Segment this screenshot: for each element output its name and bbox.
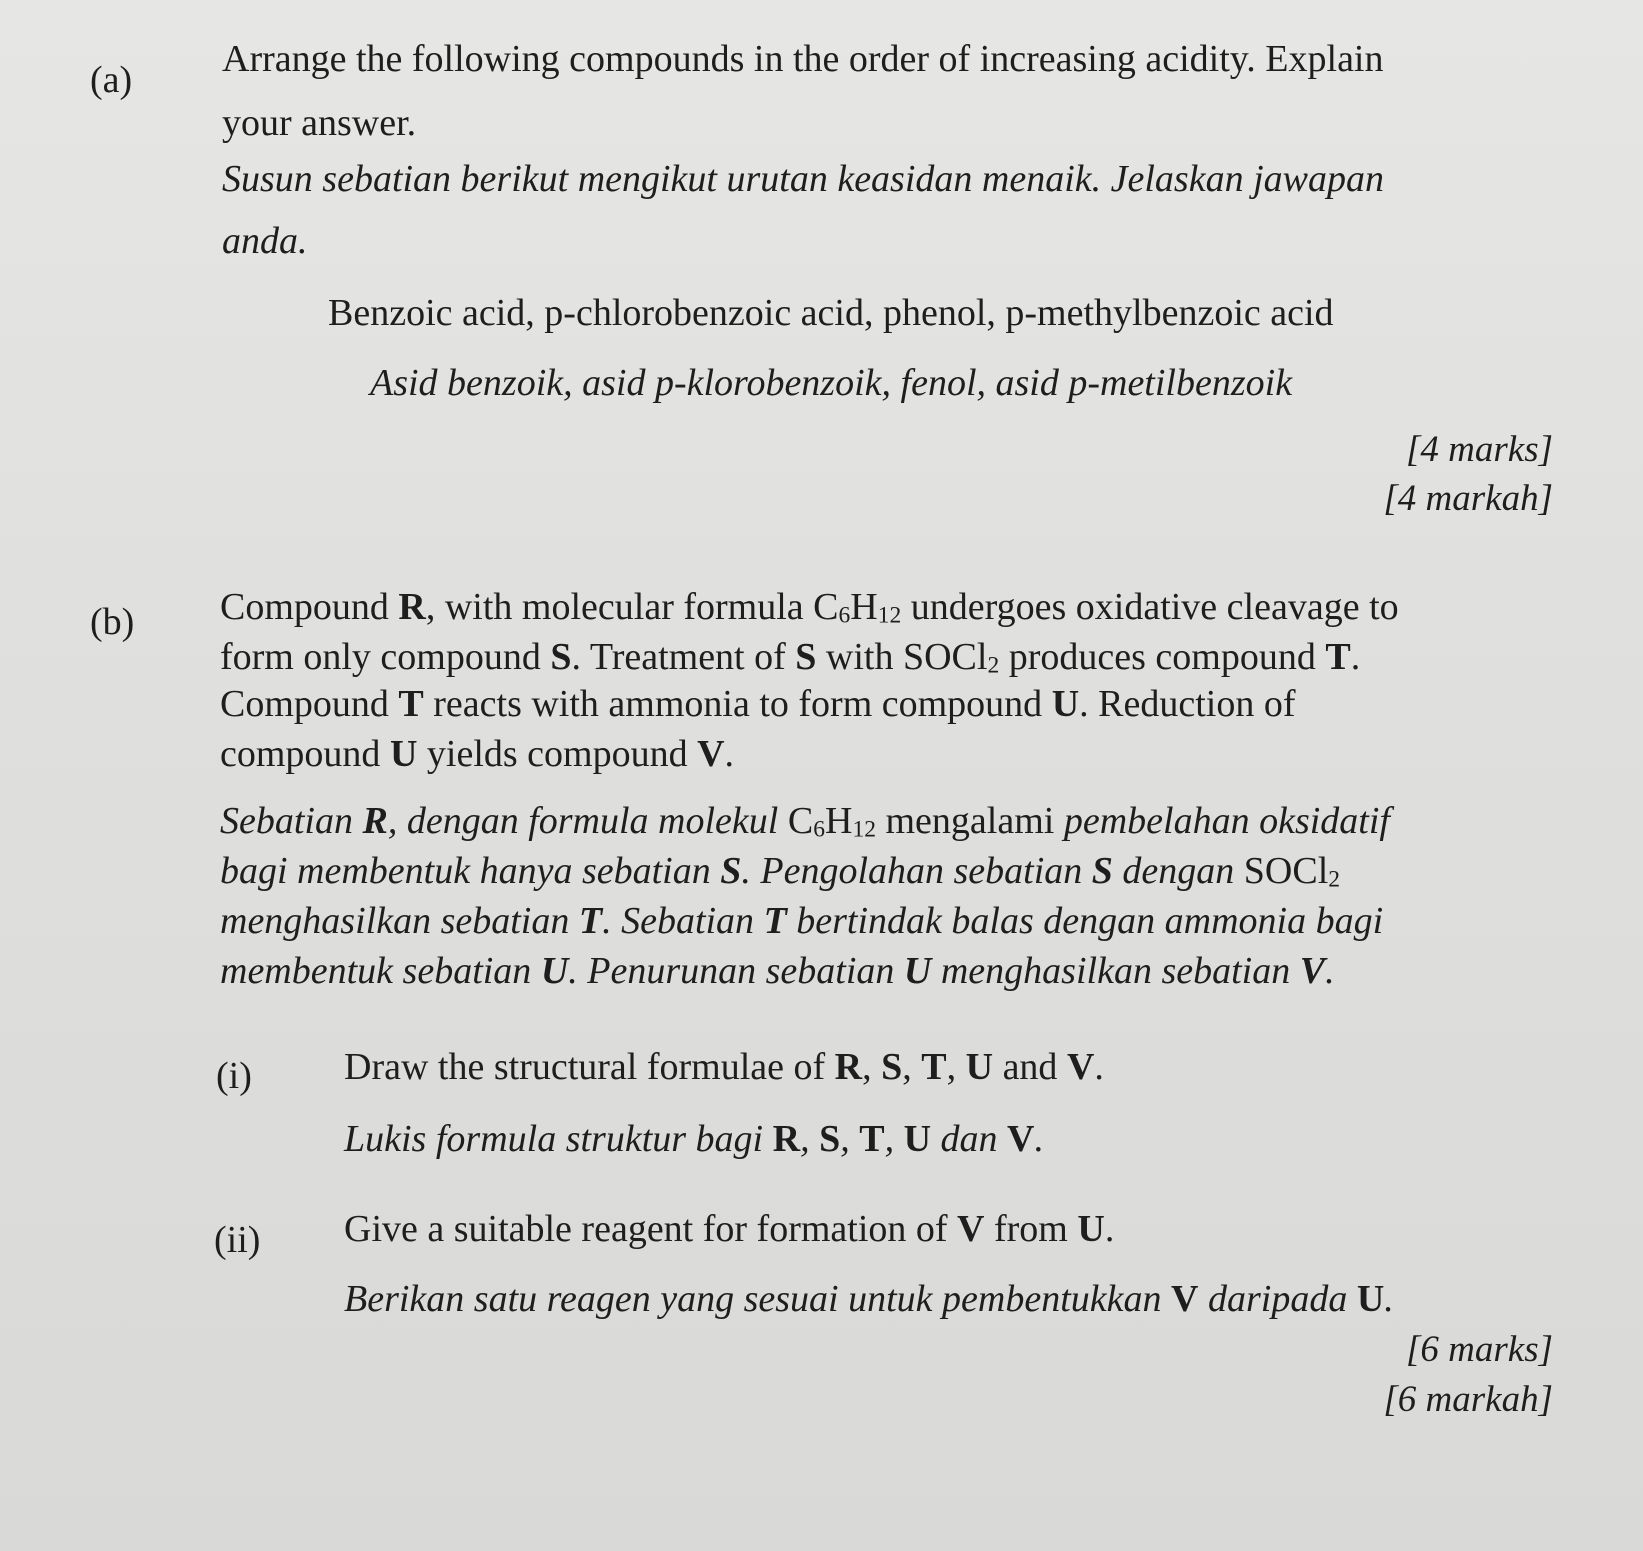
formula-c6h12-ms: $C_6H_{12}$ [787, 800, 876, 843]
part-a-label: (a) [90, 59, 133, 101]
sub-i-en: Draw the structural formulae of R, S, T, U and V. [344, 1046, 1104, 1088]
part-b-ms-line1: Sebatian R, dengan formula molekul $C_6H_{12}$ mengalami pembelahan oksidatif [220, 800, 1390, 843]
compound-list-ms: Asid benzoik, asid p-klorobenzoik, fenol, asid p-metilbenzoik [370, 362, 1293, 404]
part-b-ms-line3: menghasilkan sebatian T. Sebatian T bertindak balas dengan ammonia bagi [220, 900, 1384, 942]
sub-i-ms: Lukis formula struktur bagi R, S, T, U dan V. [344, 1118, 1044, 1160]
part-a-marks-ms: [4 markah] [1383, 478, 1553, 519]
part-a-question-en-line2: your answer. [222, 102, 417, 144]
part-b-marks-ms: [6 markah] [1383, 1379, 1553, 1420]
sub-ii-en: Give a suitable reagent for formation of V from U. [344, 1208, 1115, 1250]
part-b-ms-line2: bagi membentuk hanya sebatian S. Pengolahan sebatian S dengan SOCl$_2$ [220, 850, 1341, 893]
formula-socl2: SOCl$_2$ [902, 636, 1000, 679]
part-b-ms-line4: membentuk sebatian U. Penurunan sebatian U menghasilkan sebatian V. [220, 950, 1335, 992]
formula-c6h12: $C_6H_{12}$ [813, 586, 902, 629]
part-b-label: (b) [90, 601, 135, 643]
part-a-question-ms-line1: Susun sebatian berikut mengikut urutan keasidan menaik. Jelaskan jawapan [222, 158, 1384, 200]
sub-i-label: (i) [216, 1055, 252, 1097]
compound-list-en: Benzoic acid, p-chlorobenzoic acid, phenol, p-methylbenzoic acid [328, 292, 1334, 334]
part-b-en-line2: form only compound S. Treatment of S with SOCl$_2$ produces compound T. [220, 636, 1361, 679]
part-a-question-ms-line2: anda. [222, 220, 308, 262]
part-b-en-line3: Compound T reacts with ammonia to form compound U. Reduction of [220, 683, 1296, 725]
formula-socl2-ms: SOCl$_2$ [1243, 850, 1341, 893]
sub-ii-ms: Berikan satu reagen yang sesuai untuk pembentukkan V daripada U. [344, 1278, 1394, 1320]
part-b-en-line1: Compound R, with molecular formula $C_6H_{12}$ undergoes oxidative cleavage to [220, 586, 1399, 629]
sub-ii-label: (ii) [214, 1219, 261, 1261]
part-b-marks-en: [6 marks] [1406, 1329, 1553, 1370]
part-a-marks-en: [4 marks] [1406, 429, 1553, 470]
part-a-question-en-line1: Arrange the following compounds in the order of increasing acidity. Explain [222, 38, 1384, 80]
part-b-en-line4: compound U yields compound V. [220, 733, 735, 775]
